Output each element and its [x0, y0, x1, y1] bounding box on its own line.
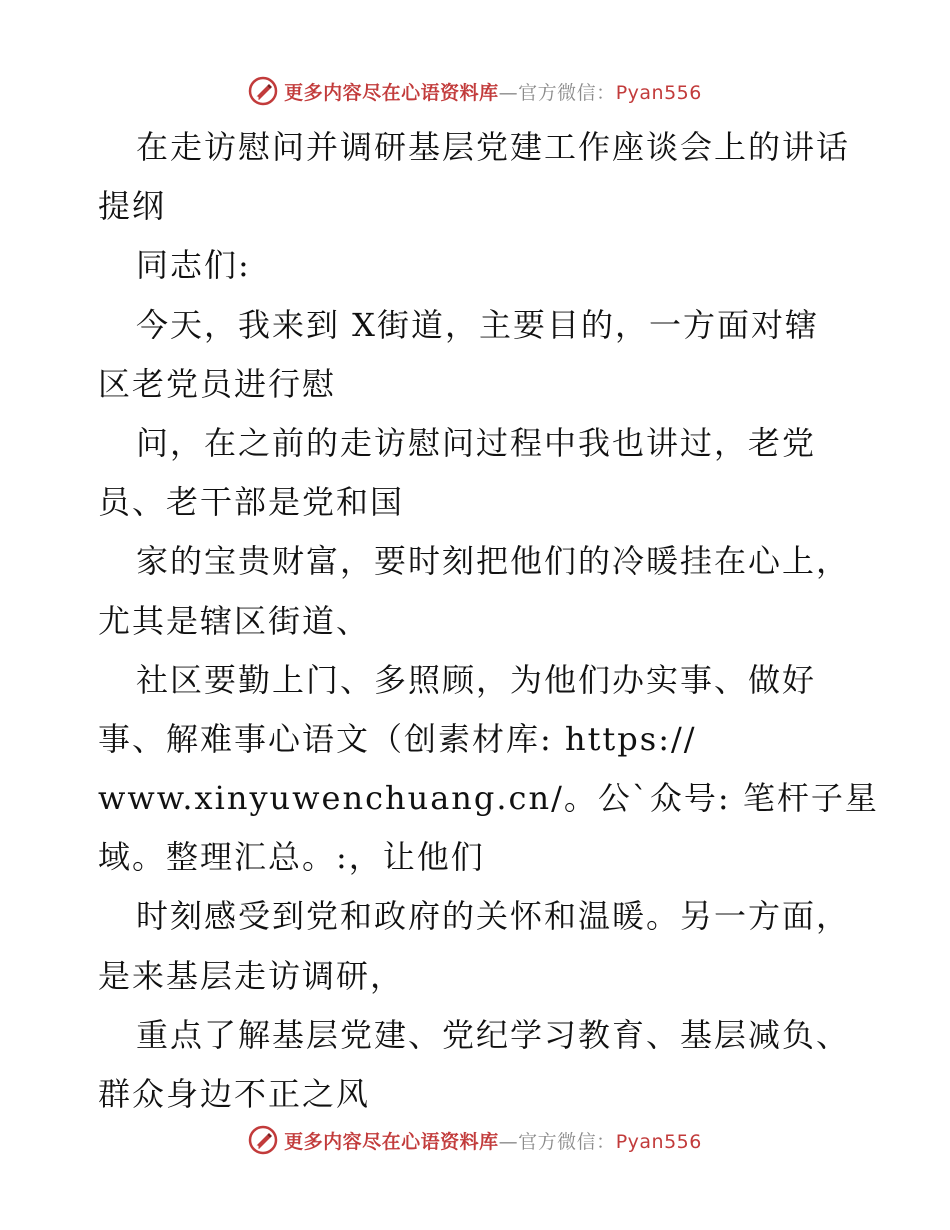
paragraph-line: 尤其是辖区街道、: [98, 601, 371, 640]
paragraph-line: www.xinyuwenchuang.cn/。公`众号: 笔杆子星: [98, 779, 879, 818]
paragraph-line: 家的宝贵财富，要时刻把他们的冷暖挂在心上，: [136, 542, 851, 581]
paragraph-line: 社区要勤上门、多照顾，为他们办实事、做好: [136, 660, 817, 699]
watermark-label: 官方微信：: [518, 1130, 616, 1153]
watermark-wechat-id: Pyan556: [615, 81, 702, 104]
watermark-separator: —: [498, 1130, 519, 1153]
watermark-brand: 更多内容尽在心语资料库: [284, 81, 499, 104]
salutation: 同志们:: [136, 246, 251, 285]
paragraph-line: 事、解难事心语文（创素材库: https://: [98, 719, 697, 758]
pen-logo-icon: [248, 1125, 278, 1155]
paragraph-line: 是来基层走访调研，: [98, 956, 405, 995]
paragraph-line: 问，在之前的走访慰问过程中我也讲过，老党: [136, 423, 817, 462]
header-watermark: [0, 71, 950, 111]
watermark-label: 官方微信：: [518, 81, 616, 104]
paragraph-line: 时刻感受到党和政府的关怀和温暖。另一方面，: [136, 897, 851, 936]
watermark-separator: —: [498, 81, 519, 104]
watermark-brand: 更多内容尽在心语资料库: [284, 1130, 499, 1153]
paragraph-line: 群众身边不正之风: [98, 1075, 371, 1113]
paragraph-line: 区老党员进行慰: [98, 364, 337, 403]
watermark-wechat-id: Pyan556: [615, 1130, 702, 1153]
document-body: [98, 118, 879, 1124]
paragraph-line: 今天，我来到 X街道，主要目的，一方面对辖: [136, 305, 819, 344]
document-title-continued: 提纲: [98, 187, 167, 226]
pen-logo-icon: [248, 76, 278, 106]
paragraph-line: 域。整理汇总。:，让他们: [98, 838, 485, 877]
paragraph-line: 员、老干部是党和国: [98, 483, 405, 522]
paragraph-line: 重点了解基层党建、党纪学习教育、基层减负、: [136, 1015, 851, 1054]
footer-watermark: [0, 1120, 950, 1160]
document-title: 在走访慰问并调研基层党建工作座谈会上的讲话: [136, 128, 851, 166]
